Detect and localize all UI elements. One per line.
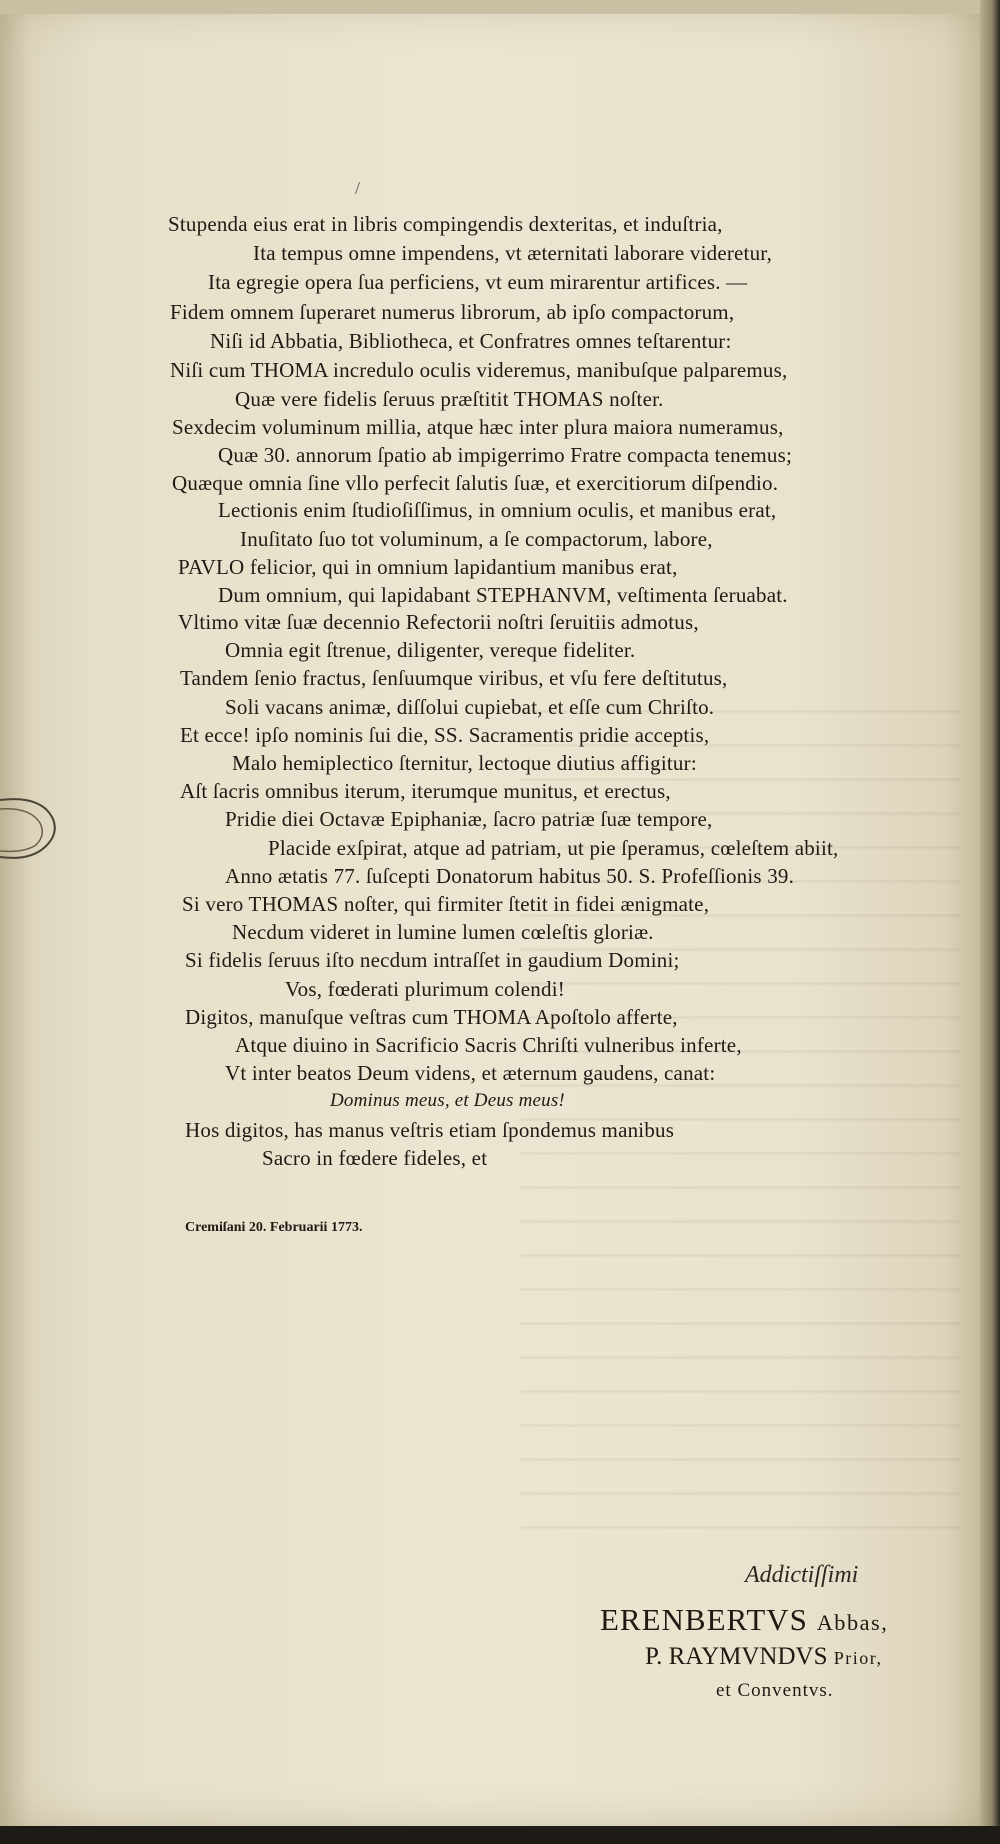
abbas-title: Abbas,	[816, 1610, 889, 1635]
signature-prior	[645, 1643, 883, 1671]
poem-line-9: Quæ 30. annorum ſpatio ab impigerrimo Fratre compacta tenemus;	[218, 443, 793, 467]
poem-line-1: Stupenda eius erat in libris compingendis dexteritas, et induſtria,	[168, 212, 723, 236]
signature-conventus: et Conventvs.	[716, 1680, 834, 1701]
bottom-scan-edge	[0, 1826, 1000, 1844]
poem-line-28: Vos, fœderati plurimum colendi!	[285, 977, 565, 1001]
signature-abbas	[600, 1602, 888, 1638]
signature-dedication: Addictiſſimi	[745, 1562, 859, 1588]
date-line: Cremiſani 20. Februarii 1773.	[185, 1220, 363, 1235]
poem-line-23: Placide exſpirat, atque ad patriam, ut pie ſperamus, cœleſtem abiit,	[268, 836, 839, 860]
prior-title: Prior,	[833, 1648, 883, 1668]
poem-line-24: Anno ætatis 77. ſuſcepti Donatorum habitus 50. S. Profeſſionis 39.	[225, 864, 795, 888]
poem-line-32: Dominus meus, et Deus meus!	[330, 1090, 565, 1111]
poem-line-10: Quæque omnia ſine vllo perfecit ſalutis ſuæ, et exercitiorum diſpendio.	[172, 471, 779, 495]
poem-line-26: Necdum videret in lumine lumen cœleſtis gloriæ.	[232, 920, 654, 944]
poem-line-12: Inuſitato ſuo tot voluminum, a ſe compactorum, labore,	[240, 527, 713, 551]
poem-line-27: Si fidelis ſeruus iſto necdum intraſſet in gaudium Domini;	[185, 948, 680, 972]
poem-line-30: Atque diuino in Sacrificio Sacris Chriſti vulneribus inferte,	[235, 1033, 742, 1057]
poem-line-20: Malo hemiplectico ſternitur, lectoque diutius affigitur:	[232, 751, 697, 775]
poem-line-19: Et ecce! ipſo nominis ſui die, SS. Sacramentis pridie acceptis,	[180, 723, 710, 747]
poem-line-13: PAVLO felicior, qui in omnium lapidantium manibus erat,	[178, 555, 678, 579]
poem-line-31: Vt inter beatos Deum videns, et æternum gaudens, canat:	[225, 1061, 716, 1085]
poem-line-8: Sexdecim voluminum millia, atque hæc inter plura maiora numeramus,	[172, 415, 784, 439]
poem-line-22: Pridie diei Octavæ Epiphaniæ, ſacro patriæ ſuæ tempore,	[225, 807, 713, 831]
poem-line-14: Dum omnium, qui lapidabant STEPHANVM, veſtimenta ſeruabat.	[218, 583, 788, 607]
poem-line-33: Hos digitos, has manus veſtris etiam ſpondemus manibus	[185, 1118, 675, 1142]
poem-line-34: Sacro in fœdere fideles, et	[262, 1146, 488, 1170]
poem-line-17: Tandem ſenio fractus, ſenſuumque viribus, et vſu fere deſtitutus,	[180, 666, 728, 690]
abbas-name: ERENBERTVS	[600, 1602, 808, 1637]
poem-line-25: Si vero THOMAS noſter, qui firmiter ſtetit in fidei ænigmate,	[182, 892, 710, 916]
poem-line-16: Omnia egit ſtrenue, diligenter, vereque fideliter.	[225, 638, 636, 662]
poem-line-11: Lectionis enim ſtudioſiſſimus, in omnium oculis, et manibus erat,	[218, 498, 777, 522]
poem-line-18: Soli vacans animæ, diſſolui cupiebat, et eſſe cum Chriſto.	[225, 695, 715, 719]
poem-line-21: Aſt ſacris omnibus iterum, iterumque munitus, et erectus,	[180, 779, 671, 803]
margin-mark: /	[355, 178, 361, 198]
poem-line-2: Ita tempus omne impendens, vt æternitati laborare videretur,	[253, 241, 773, 265]
poem-line-7: Quæ vere fidelis ſeruus præſtitit THOMAS noſter.	[235, 387, 664, 411]
poem-line-3: Ita egregie opera ſua perficiens, vt eum mirarentur artifices. —	[208, 270, 748, 294]
poem-line-29: Digitos, manuſque veſtras cum THOMA Apoſtolo afferte,	[185, 1005, 678, 1029]
poem-line-15: Vltimo vitæ ſuæ decennio Refectorii noſtri ſeruitiis admotus,	[178, 610, 699, 634]
poem-line-6: Niſi cum THOMA incredulo oculis videremus, manibuſque palparemus,	[170, 358, 788, 382]
poem-line-5: Niſi id Abbatia, Bibliotheca, et Confratres omnes teſtarentur:	[210, 329, 732, 353]
prior-name: P. RAYMVNDVS	[645, 1643, 828, 1670]
poem-line-4: Fidem omnem ſuperaret numerus librorum, ab ipſo compactorum,	[170, 300, 735, 324]
